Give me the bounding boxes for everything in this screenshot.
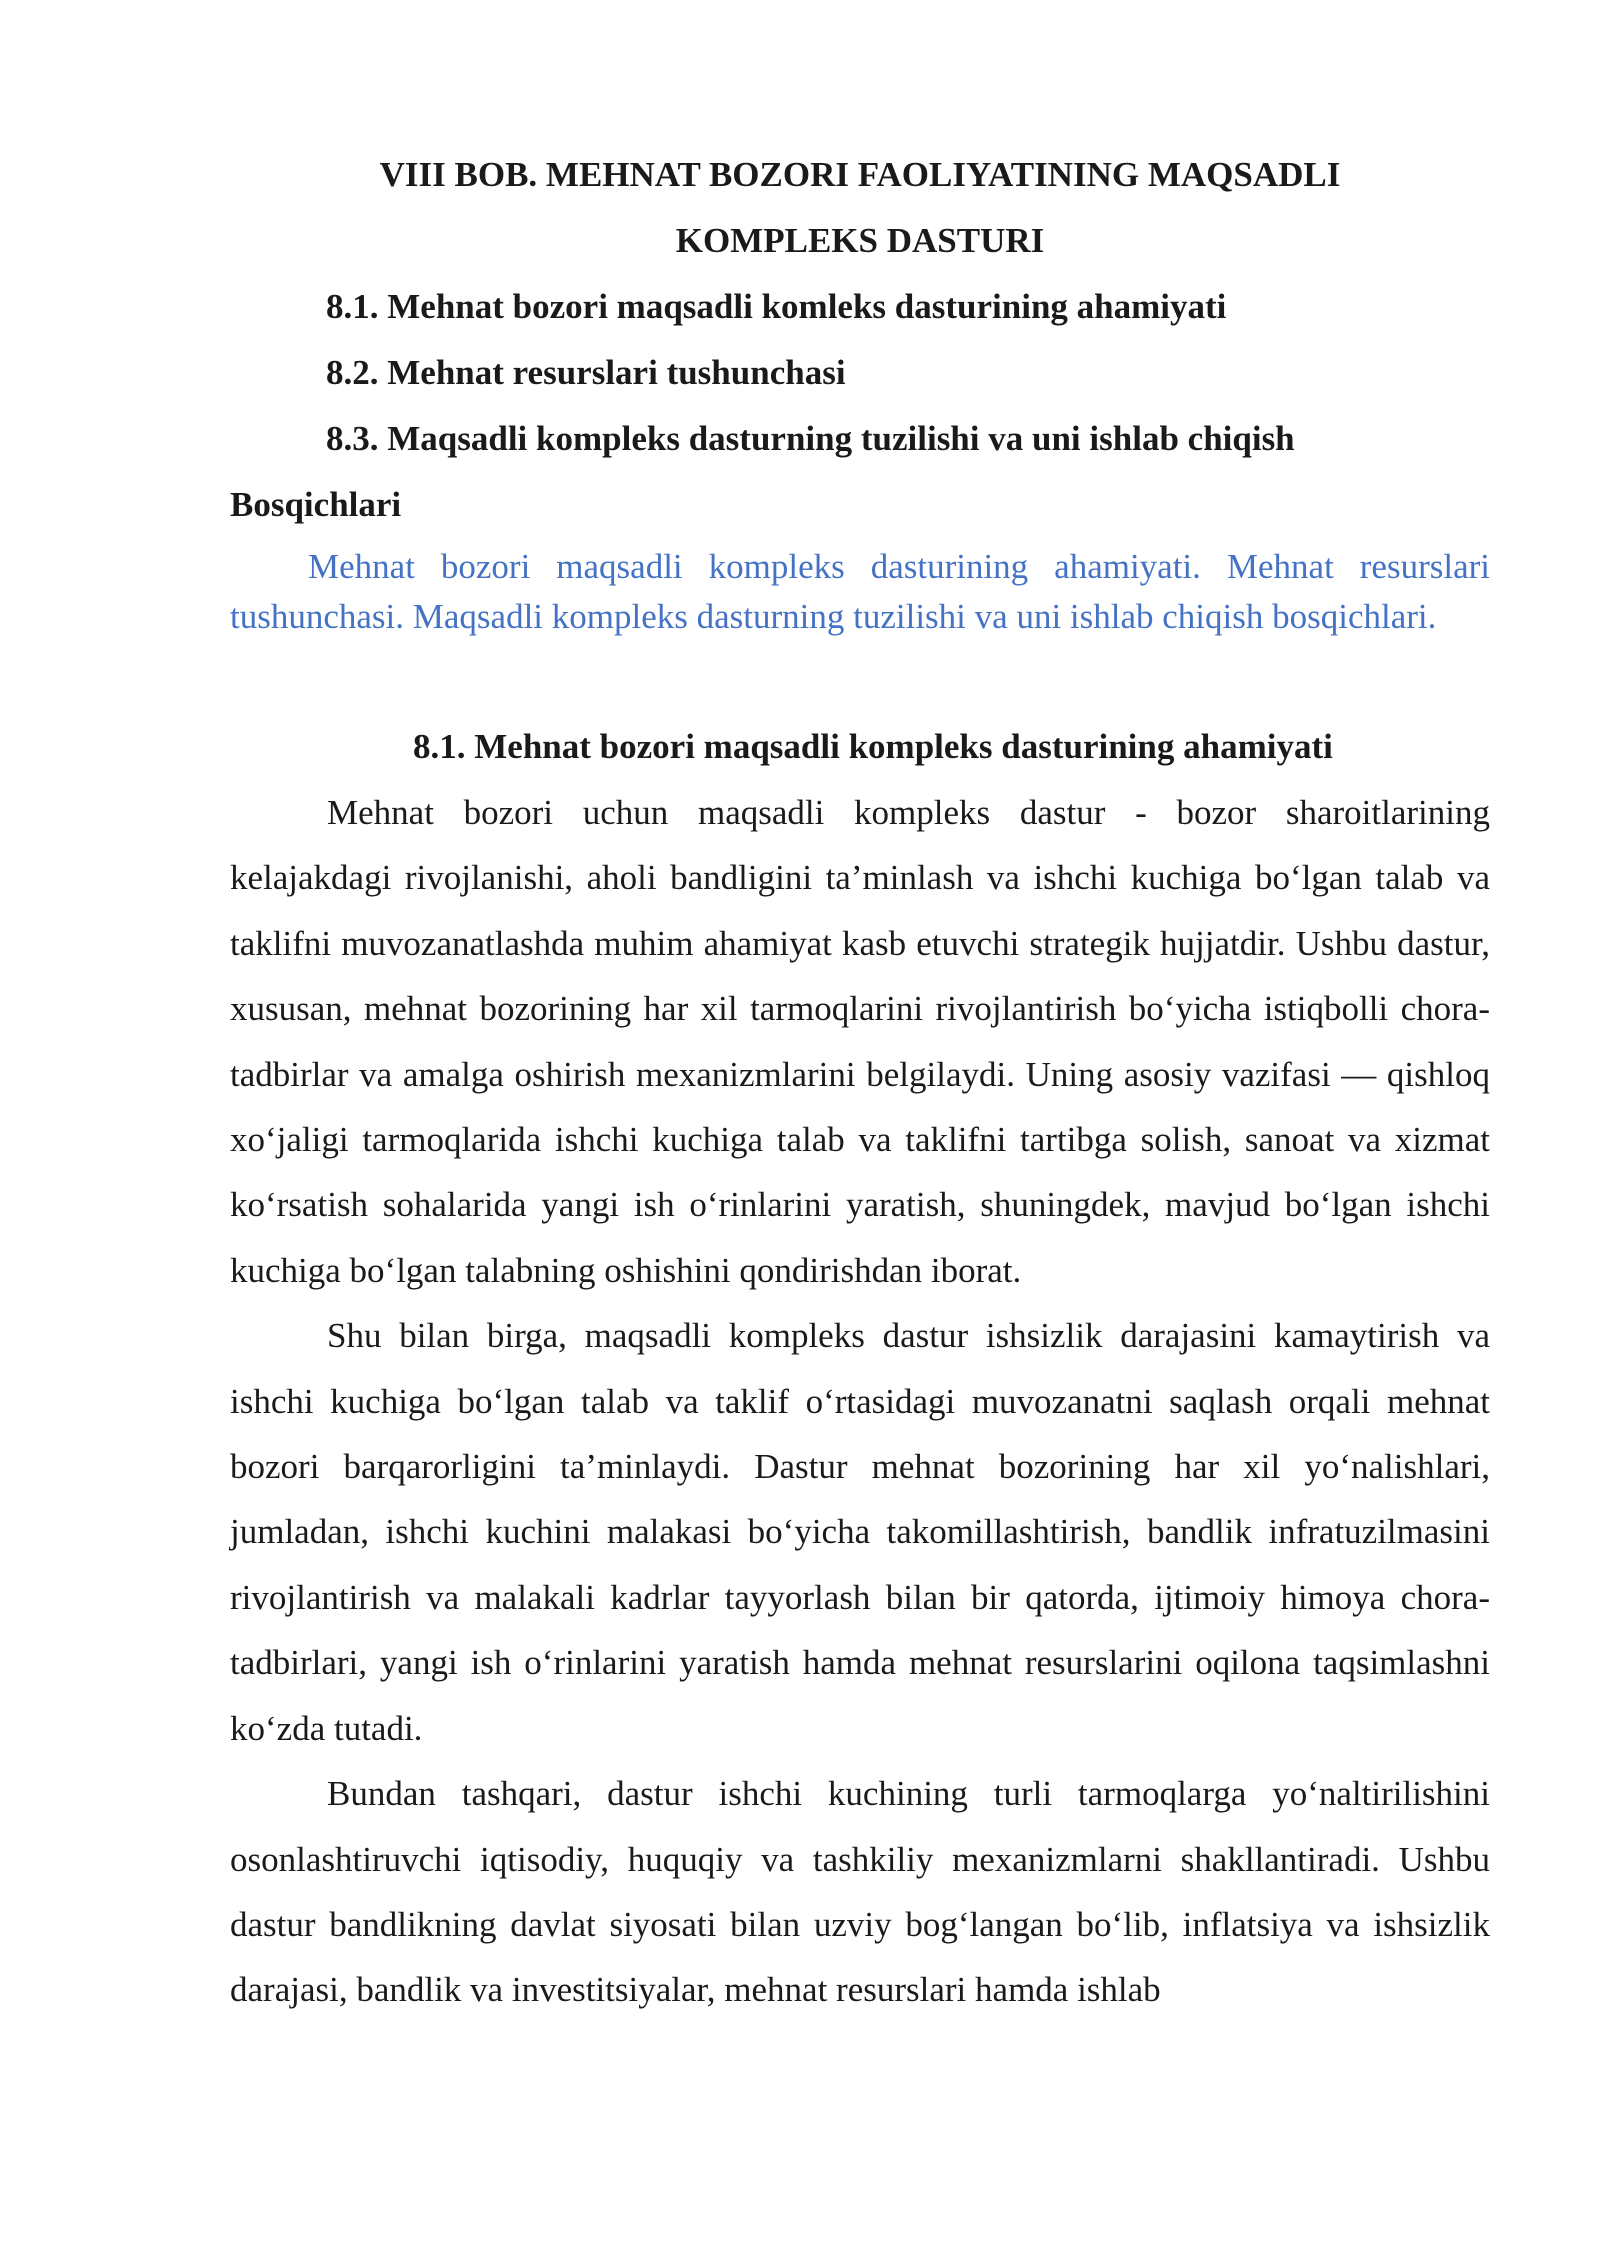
body-paragraph-2: Shu bilan birga, maqsadli kompleks dastur ishsizlik darajasini kamaytirish va ishchi kuchiga bo‘lgan talab va taklif o‘rtasidagi muvozanatni saqlash orqali mehnat bozori barqarorligini ta’minlaydi. Dastur mehnat bozorining har xil yo‘nalishlari, jumladan, ishchi kuchini malakasi bo‘yicha takomillashtirish, bandlik infratuzilmasini rivojlantirish va malakali kadrlar tayyorlash bilan bir qatorda, ijtimoiy himoya chora-tadbirlari, yangi ish o‘rinlarini yaratish hamda mehnat resurslarini oqilona taqsimlashni ko‘zda tutadi. <box>230 1316 1490 1748</box>
toc-item-8-3: 8.3. Maqsadli kompleks dasturning tuzilishi va uni ishlab chiqish <box>326 419 1295 458</box>
chapter-summary: Mehnat bozori maqsadli kompleks dasturining ahamiyati. Mehnat resurslari tushunchasi. Maqsadli kompleks dasturning tuzilishi va uni ishlab chiqish bosqichlari. <box>230 547 1490 636</box>
table-of-contents <box>230 274 1490 472</box>
chapter-title-line2: KOMPLEKS DASTURI <box>675 221 1045 260</box>
section-body <box>230 780 1490 2023</box>
chapter-title-line1: VIII BOB. MEHNAT BOZORI FAOLIYATINING MAQSADLI <box>379 155 1341 194</box>
toc-item-8-1: 8.1. Mehnat bozori maqsadli komleks dasturining ahamiyati <box>326 287 1227 326</box>
toc-item-8-3-continuation: Bosqichlari <box>230 485 402 524</box>
toc-item-8-2: 8.2. Mehnat resurslari tushunchasi <box>326 353 846 392</box>
section-heading-8-1: 8.1. Mehnat bozori maqsadli kompleks dasturining ahamiyati <box>413 727 1333 766</box>
body-paragraph-3: Bundan tashqari, dastur ishchi kuchining turli tarmoqlarga yo‘naltirilishini osonlashtiruvchi iqtisodiy, huquqiy va tashkiliy mexanizmlarni shakllantiradi. Ushbu dastur bandlikning davlat siyosati bilan uzviy bog‘langan bo‘lib, inflatsiya va ishsizlik darajasi, bandlik va investitsiyalar, mehnat resurslari hamda ishlab <box>230 1774 1490 2010</box>
body-paragraph-1: Mehnat bozori uchun maqsadli kompleks dastur - bozor sharoitlarining kelajakdagi rivojlanishi, aholi bandligini ta’minlash va ishchi kuchiga bo‘lgan talab va taklifni muvozanatlashda muhim ahamiyat kasb etuvchi strategik hujjatdir. Ushbu dastur, xususan, mehnat bozorining har xil tarmoqlarini rivojlantirish bo‘yicha istiqbolli chora-tadbirlar va amalga oshirish mexanizmlarini belgilaydi. Uning asosiy vazifasi — qishloq xo‘jaligi tarmoqlarida ishchi kuchiga talab va taklifni tartibga solish, sanoat va xizmat ko‘rsatish sohalarida yangi ish o‘rinlarini yaratish, shuningdek, mavjud bo‘lgan ishchi kuchiga bo‘lgan talabning oshishini qondirishdan iborat. <box>230 793 1490 1290</box>
